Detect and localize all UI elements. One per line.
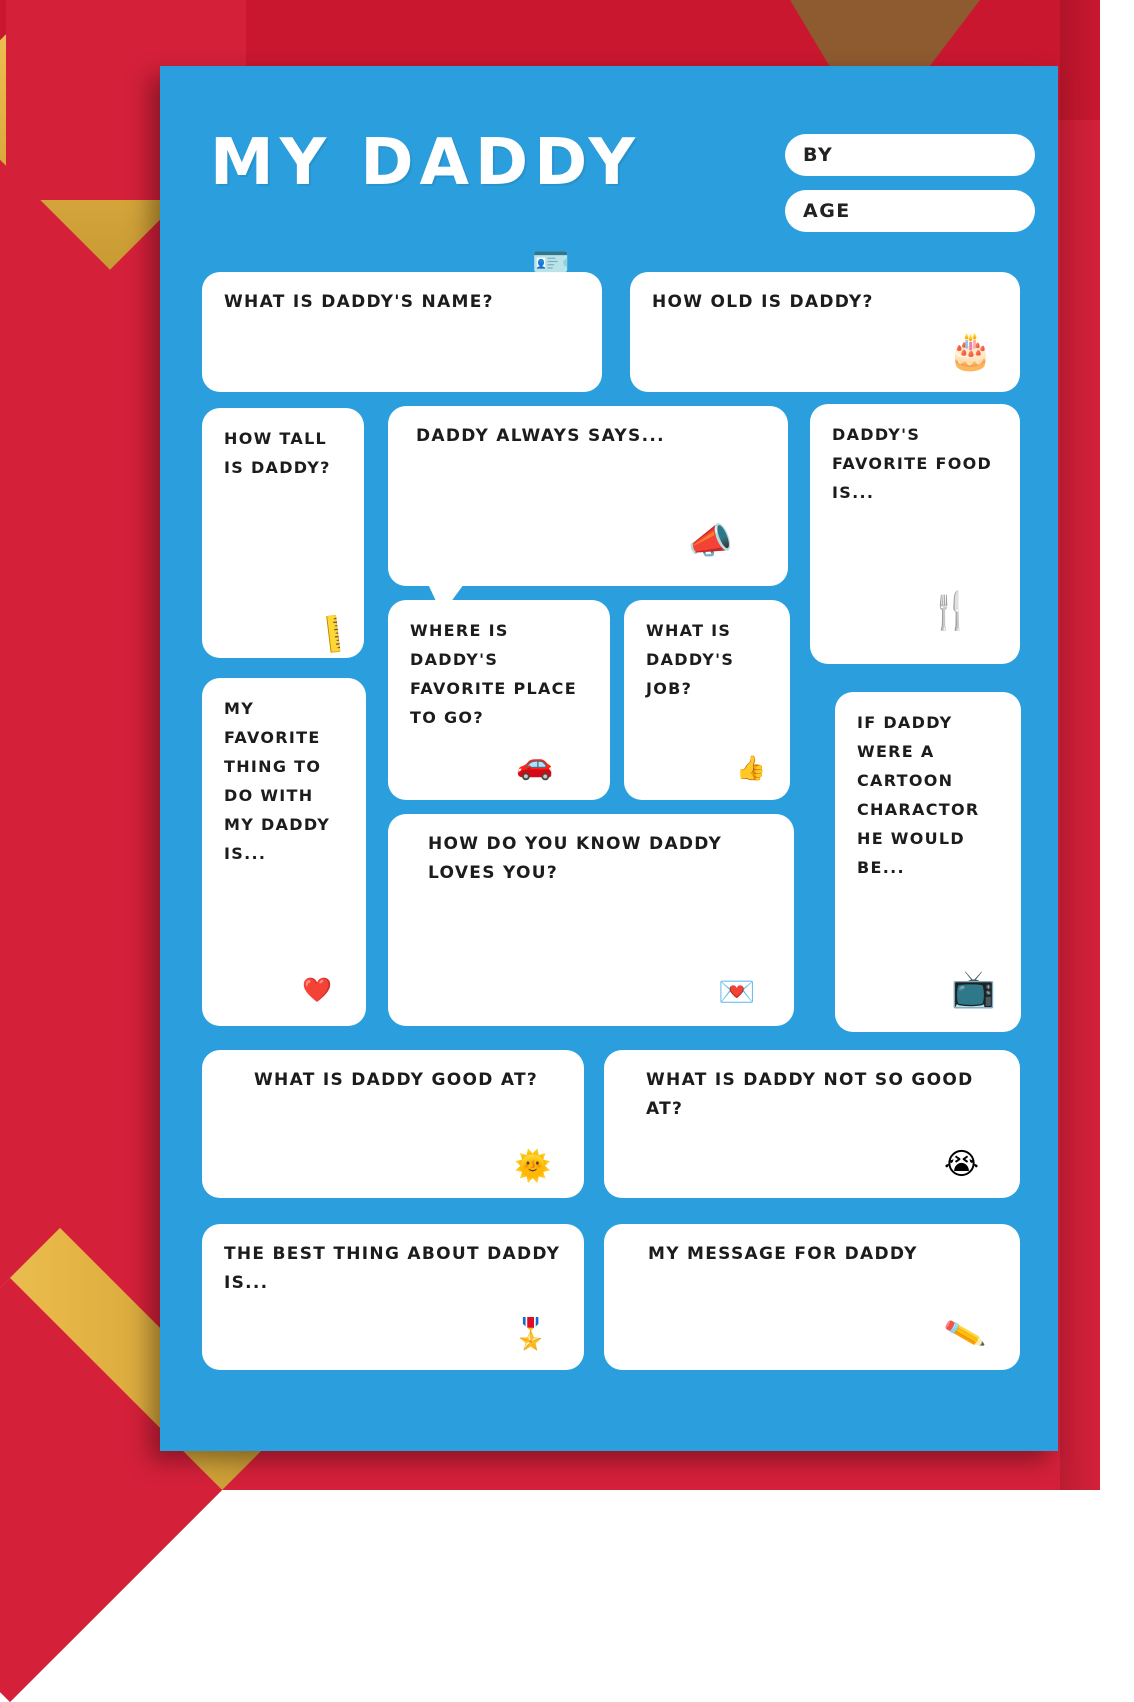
envelope-edge-shadow	[1060, 0, 1100, 1490]
megaphone-icon: 📣	[688, 521, 733, 562]
rosette-icon: 🎖️	[512, 1317, 550, 1352]
crying-face-icon: 😭	[944, 1147, 980, 1182]
field-age-label: AGE	[803, 200, 851, 222]
prompt-label-says: DADDY ALWAYS SAYS...	[416, 426, 665, 446]
page-title: MY DADDY	[210, 126, 641, 200]
prompt-box-cartoon[interactable]	[835, 692, 1021, 1032]
id-badge-icon: 🪪	[532, 245, 570, 280]
prompt-box-place[interactable]	[388, 600, 610, 800]
prompt-label-name: WHAT IS DADDY'S NAME?	[224, 292, 494, 312]
sun-icon: 🌞	[514, 1149, 552, 1184]
greeting-card	[160, 66, 1058, 1451]
prompt-box-goodat[interactable]	[202, 1050, 584, 1198]
prompt-box-job[interactable]	[624, 600, 790, 800]
prompt-label-message: MY MESSAGE FOR DADDY	[648, 1244, 918, 1264]
prompt-box-notgoodat[interactable]	[604, 1050, 1020, 1198]
cutlery-icon: 🍴	[928, 591, 973, 632]
card-header	[160, 66, 1058, 246]
prompt-label-cartoon: IF DADDY WERE A CARTOON CHARACTOR HE WOULD BE...	[857, 713, 980, 877]
prompt-label-favorite: MY FAVORITE THING TO DO WITH MY DADDY IS...	[224, 699, 331, 863]
prompt-label-age: HOW OLD IS DADDY?	[652, 292, 874, 312]
prompt-label-food: DADDY'S FAVORITE FOOD IS...	[832, 425, 993, 502]
prompt-box-loves[interactable]	[388, 814, 794, 1026]
prompt-box-food[interactable]	[810, 404, 1020, 664]
field-by[interactable]	[785, 134, 1035, 176]
television-icon: 📺	[951, 969, 996, 1010]
prompt-label-bestthing: THE BEST THING ABOUT DADDY IS...	[224, 1244, 561, 1293]
prompt-label-goodat: WHAT IS DADDY GOOD AT?	[254, 1070, 539, 1090]
prompt-box-says[interactable]	[388, 406, 788, 586]
pencil-icon: ✏️	[941, 1312, 988, 1357]
prompt-label-notgoodat: WHAT IS DADDY NOT SO GOOD AT?	[646, 1070, 974, 1119]
prompt-label-loves: HOW DO YOU KNOW DADDY LOVES YOU?	[428, 834, 723, 883]
prompt-label-height: HOW TALL IS DADDY?	[224, 429, 331, 477]
prompt-label-place: WHERE IS DADDY'S FAVORITE PLACE TO GO?	[410, 621, 577, 727]
thumbs-up-icon: 👍	[736, 754, 766, 782]
ruler-icon: 📏	[307, 609, 359, 660]
heart-like-icon: ❤️	[302, 976, 332, 1004]
car-icon: 🚗	[516, 747, 554, 782]
prompt-box-message[interactable]	[604, 1224, 1020, 1370]
prompt-box-favorite[interactable]	[202, 678, 366, 1026]
prompt-box-bestthing[interactable]	[202, 1224, 584, 1370]
field-age[interactable]	[785, 190, 1035, 232]
prompt-box-height[interactable]	[202, 408, 364, 658]
prompt-box-age[interactable]	[630, 272, 1020, 392]
field-by-label: BY	[803, 144, 834, 166]
love-letter-icon: 💌	[718, 975, 756, 1010]
prompt-box-name[interactable]	[202, 245, 602, 392]
prompt-label-job: WHAT IS DADDY'S JOB?	[646, 621, 735, 698]
birthday-cake-icon: 🎂	[948, 331, 993, 372]
